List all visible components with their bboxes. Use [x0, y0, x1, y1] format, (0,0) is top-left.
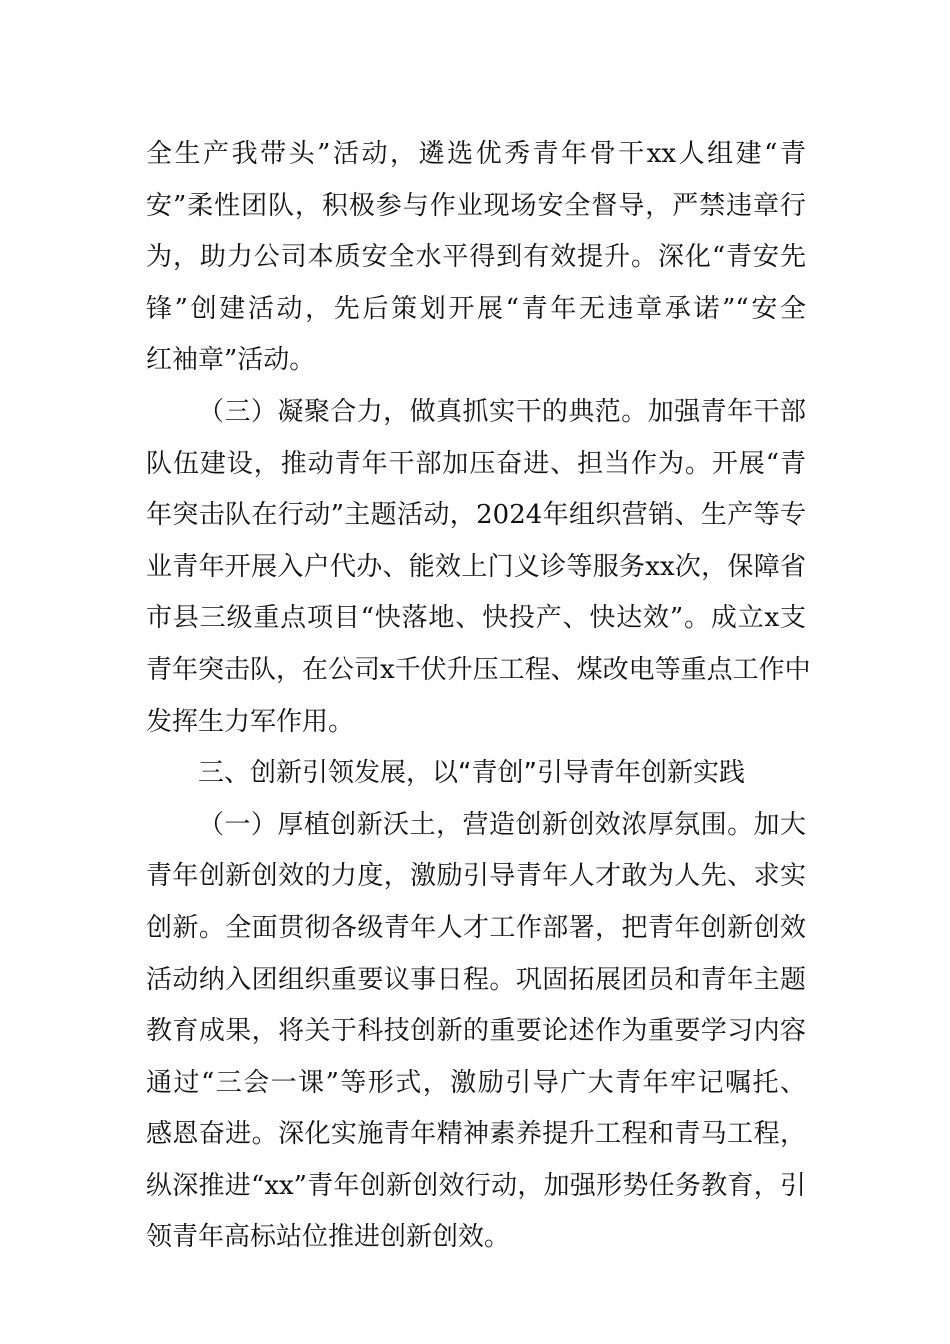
text-line: 为，助力公司本质安全水平得到有效提升。深化“青安先: [146, 242, 806, 273]
text-line: 通过“三会一课”等形式，激励引导广大青年牢记嘱托、: [146, 1067, 806, 1098]
text-line: 感恩奋进。深化实施青年精神素养提升工程和青马工程，: [146, 1119, 806, 1150]
document-body: [146, 129, 811, 1264]
text-line: 领青年高标站位推进创新创效。: [146, 1222, 511, 1253]
text-line: 纵深推进“xx”青年创新创效行动，加强形势任务教育，引: [146, 1170, 806, 1201]
section-heading: 三、创新引领发展，以“青创”引导青年创新实践: [198, 758, 745, 789]
text-line: （三）凝聚合力，做真抓实干的典范。加强青年干部: [198, 396, 806, 427]
text-line: 红袖章”活动。: [146, 345, 316, 376]
paragraph-cohesion: [146, 387, 811, 748]
text-line: 青年突击队，在公司x千伏升压工程、煤改电等重点工作中: [146, 654, 811, 685]
text-line: 发挥生力军作用。: [146, 706, 355, 737]
text-line: 市县三级重点项目“快落地、快投产、快达效”。成立x支: [146, 603, 806, 634]
text-line: 活动纳入团组织重要议事日程。巩固拓展团员和青年主题: [146, 964, 806, 995]
text-line: 青年创新创效的力度，激励引导青年人才敢为人先、求实: [146, 861, 806, 892]
paragraph-safety-continuation: [146, 129, 806, 387]
text-line: 全生产我带头”活动，遴选优秀青年骨干xx人组建“青: [146, 139, 806, 169]
paragraph-innovation: [146, 800, 806, 1264]
text-line: 创新。全面贯彻各级青年人才工作部署，把青年创新创效: [146, 912, 806, 943]
text-line: 队伍建设，推动青年干部加压奋进、担当作为。开展“青: [146, 448, 806, 479]
text-line: 年突击队在行动”主题活动，2024年组织营销、生产等专: [146, 500, 806, 531]
text-line: 业青年开展入户代办、能效上门义诊等服务xx次，保障省: [146, 551, 806, 582]
text-line: （一）厚植创新沃土，营造创新创效浓厚氛围。加大: [198, 809, 806, 840]
text-line: 锋”创建活动，先后策划开展“青年无违章承诺”“安全: [146, 293, 806, 324]
text-line: 教育成果，将关于科技创新的重要论述作为重要学习内容: [146, 1016, 806, 1047]
text-line: 安”柔性团队，积极参与作业现场安全督导，严禁违章行: [146, 190, 806, 221]
